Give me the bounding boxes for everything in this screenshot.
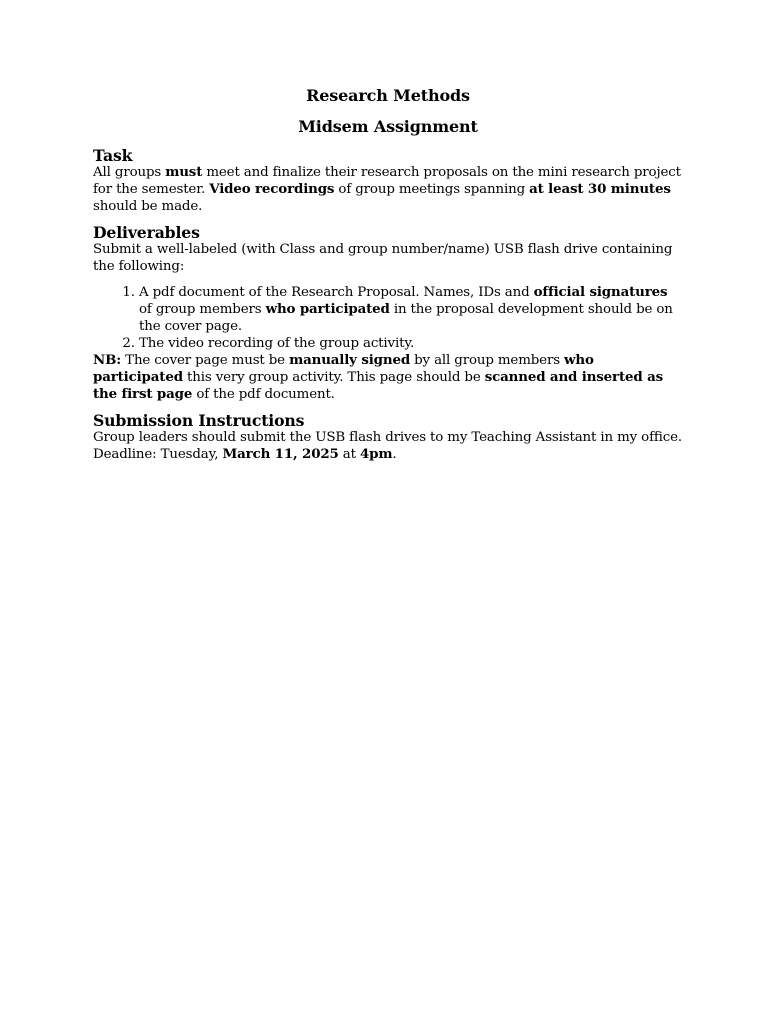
document-page xyxy=(93,86,683,463)
task-heading: Task xyxy=(93,146,133,165)
nb-note: NB: The cover page must be manually signed by all group members who participated this very group activity. This page should be scanned and inserted as the first page of the pdf document. xyxy=(93,352,664,402)
bold-text: official signatures xyxy=(533,284,668,300)
bold-text: at least 30 minutes xyxy=(529,181,671,197)
bold-text: March 11, 2025 xyxy=(222,446,339,462)
list-item: 2. The video recording of the group activity. xyxy=(139,335,683,352)
bold-text: Video recordings xyxy=(209,181,335,197)
bold-text: NB: xyxy=(93,352,122,368)
document-title: Research Methods xyxy=(306,86,470,105)
bold-text: 4pm xyxy=(359,446,393,462)
list-item: 1. A pdf document of the Research Proposal. Names, IDs and official signatures of group members who participated in the proposal development should be on the cover page. xyxy=(139,284,683,335)
submission-heading: Submission Instructions xyxy=(93,411,305,430)
deliverables-intro: Submit a well-labeled (with Class and group number/name) USB flash drive containing the following: xyxy=(93,242,673,274)
bold-text: manually signed xyxy=(289,352,411,368)
bold-text: scanned and inserted as the first page xyxy=(93,369,664,402)
deadline-line: Deadline: Tuesday, March 11, 2025 at 4pm. xyxy=(93,446,397,462)
deliverables-heading: Deliverables xyxy=(93,223,200,242)
document-subtitle: Midsem Assignment xyxy=(298,117,478,136)
task-paragraph: All groups must meet and finalize their research proposals on the mini research project for the semester. Video recordings of group meetings spanning at least 30 minutes should be made. xyxy=(93,164,681,214)
bold-text: must xyxy=(165,164,203,180)
bold-text: who participated xyxy=(93,352,594,385)
submission-paragraph: Group leaders should submit the USB flash drives to my Teaching Assistant in my office. xyxy=(93,430,683,445)
deliverables-list xyxy=(93,284,683,352)
bold-text: who participated xyxy=(265,301,390,317)
